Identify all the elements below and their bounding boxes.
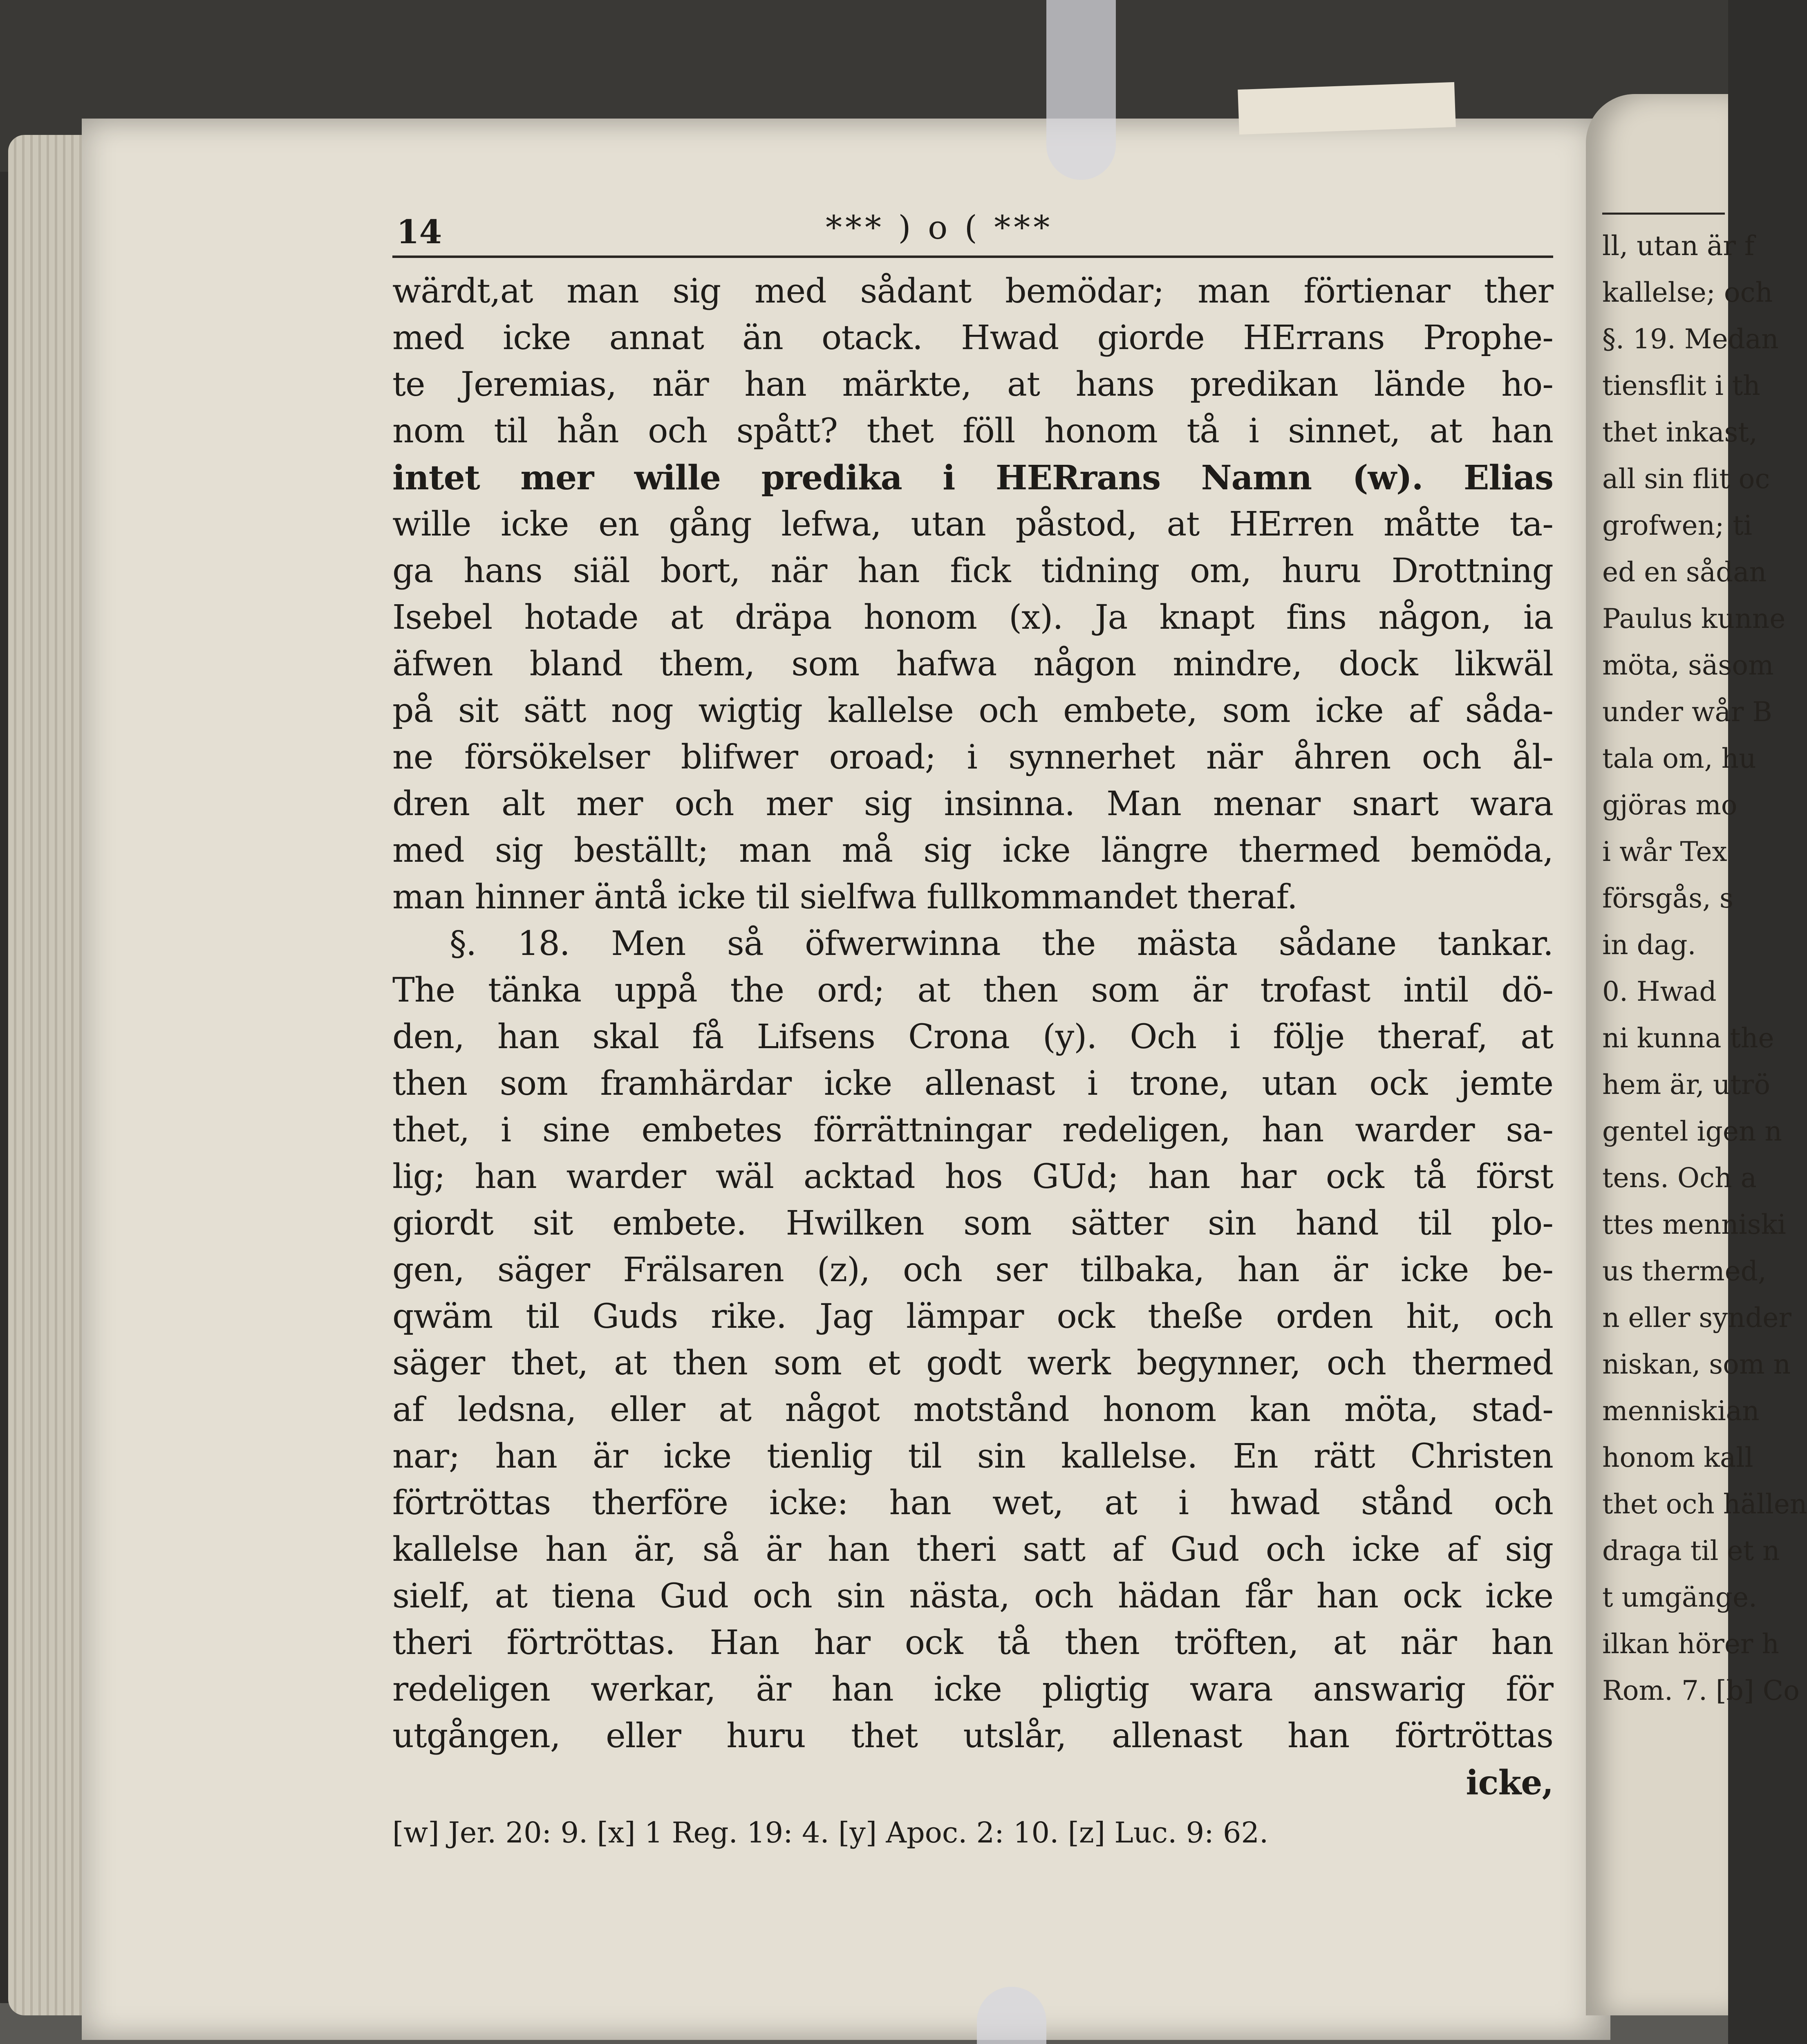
facing-page-text: [1602, 213, 1807, 1714]
section-heading-line: §. 18. Men så öfwerwinna the mästa sådane tankar.: [450, 924, 1553, 963]
facing-line: tala om, hu: [1602, 743, 1756, 774]
facing-line: tiensflit i th: [1602, 370, 1760, 401]
page-text: [392, 204, 1553, 1855]
text-line: thet, i sine embetes förrättningar redeligen, han warder sa-: [392, 1111, 1553, 1150]
text-line: nar; han är icke tienlig til sin kallelse. En rätt Christen: [392, 1437, 1553, 1476]
facing-line: us thermed,: [1602, 1255, 1767, 1287]
facing-line: gjöras mo: [1602, 789, 1738, 821]
facing-line: in dag.: [1602, 929, 1696, 961]
page-number: 14: [396, 213, 442, 251]
text-line: äfwen bland them, som hafwa någon mindre, dock likwäl: [392, 645, 1553, 684]
facing-line: all sin flit oc: [1602, 463, 1770, 495]
page-clip-top: [1046, 0, 1116, 180]
text-line: intet mer wille predika i HERrans Namn (w). Elias: [392, 458, 1553, 498]
text-line: kallelse han är, så är han theri satt af Gud och icke af sig: [392, 1530, 1553, 1569]
text-line: lig; han warder wäl acktad hos GUd; han har ock tå först: [392, 1157, 1553, 1196]
text-line: förtröttas therföre icke: han wet, at i hwad stånd och: [392, 1484, 1553, 1522]
text-line: nom til hån och spått? thet föll honom tå i sinnet, at han: [392, 412, 1553, 450]
paper-tab: [1238, 82, 1456, 134]
facing-line: niskan, som n: [1602, 1349, 1791, 1380]
facing-line: ttes menniski: [1602, 1209, 1786, 1240]
text-line: The tänka uppå the ord; at then som är trofast intil dö-: [392, 971, 1553, 1010]
facing-line: kallelse; och: [1602, 277, 1773, 308]
facing-line: hem är, utrö: [1602, 1069, 1771, 1100]
facing-line: tens. Och a: [1602, 1162, 1757, 1194]
facing-line: gentel igen n: [1602, 1116, 1782, 1147]
text-line: redeligen werkar, är han icke pligtig wara answarig för: [392, 1670, 1553, 1709]
facing-line: Paulus kunne: [1602, 603, 1786, 634]
facing-line: i wår Tex: [1602, 836, 1727, 867]
facing-line: ni kunna the: [1602, 1022, 1774, 1054]
facing-line: grofwen; ti: [1602, 510, 1752, 541]
facing-line: försgås, s: [1602, 883, 1733, 914]
text-line: theri förtröttas. Han har ock tå then tröften, at när han: [392, 1623, 1553, 1662]
facing-line: ed en sådan: [1602, 556, 1767, 588]
text-line: wärdt,at man sig med sådant bemödar; man förtienar ther: [392, 272, 1553, 311]
text-line: med sig beställt; man må sig icke längre thermed bemöda,: [392, 831, 1553, 870]
facing-header-rule: [1602, 213, 1725, 215]
facing-line: menniskian: [1602, 1395, 1760, 1427]
facing-line: draga til et n: [1602, 1535, 1780, 1567]
facing-line: thet inkast,: [1602, 417, 1758, 448]
text-line: man hinner äntå icke til sielfwa fullkommandet theraf.: [392, 878, 1297, 917]
catchword: icke,: [1466, 1763, 1553, 1802]
facing-line: honom kall: [1602, 1442, 1753, 1473]
facing-line: under wår B: [1602, 696, 1772, 728]
text-line: sielf, at tiena Gud och sin nästa, och hädan får han ock icke: [392, 1577, 1553, 1616]
text-line: Isebel hotade at dräpa honom (x). Ja knapt fins någon, ia: [392, 598, 1553, 637]
facing-line: ll, utan är f: [1602, 230, 1755, 262]
text-line: på sit sätt nog wigtig kallelse och embete, som icke af såda-: [392, 691, 1553, 730]
text-line: qwäm til Guds rike. Jag lämpar ock theße orden hit, och: [392, 1297, 1553, 1336]
text-line: then som framhärdar icke allenast i trone, utan ock jemte: [392, 1064, 1553, 1103]
text-line: den, han skal få Lifsens Crona (y). Och i följe theraf, at: [392, 1018, 1553, 1056]
facing-line: n eller synder: [1602, 1302, 1791, 1334]
facing-line: thet och hällen: [1602, 1488, 1807, 1520]
text-line: te Jeremias, när han märkte, at hans predikan lände ho-: [392, 365, 1553, 404]
facing-line: t umgänge.: [1602, 1582, 1757, 1613]
text-line: ga hans siäl bort, när han fick tidning om, huru Drottning: [392, 551, 1553, 590]
text-line: af ledsna, eller at något motstånd honom kan möta, stad-: [392, 1390, 1553, 1429]
running-header: [392, 204, 1553, 253]
header-rule: [392, 256, 1553, 258]
facing-line: 0. Hwad: [1602, 976, 1717, 1007]
body-text: [392, 268, 1553, 1806]
text-line: utgången, eller huru thet utslår, allenast han förtröttas: [392, 1717, 1553, 1755]
footnote: [w] Jer. 20: 9. [x] 1 Reg. 19: 4. [y] Apoc. 2: 10. [z] Luc. 9: 62.: [392, 1816, 1269, 1849]
facing-line: Rom. 7. [b] Co: [1602, 1675, 1800, 1706]
text-line: gen, säger Frälsaren (z), och ser tilbaka, han är icke be-: [392, 1251, 1553, 1289]
text-line: giordt sit embete. Hwilken som sätter sin hand til plo-: [392, 1204, 1553, 1243]
facing-line: ilkan hörer h: [1602, 1628, 1779, 1660]
text-line: med icke annat än otack. Hwad giorde HErrans Prophe-: [392, 318, 1553, 357]
text-line: ne försökelser blifwer oroad; i synnerhet när åhren och ål-: [392, 738, 1553, 777]
header-ornament: *** ) o ( ***: [826, 208, 1053, 247]
facing-line: §. 19. Medan: [1602, 323, 1779, 355]
text-line: dren alt mer och mer sig insinna. Man menar snart wara: [392, 784, 1553, 823]
text-line: säger thet, at then som et godt werk begynner, och thermed: [392, 1344, 1553, 1383]
facing-line: möta, säsom: [1602, 650, 1774, 681]
text-line: wille icke en gång lefwa, utan påstod, at HErren måtte ta-: [392, 505, 1553, 544]
